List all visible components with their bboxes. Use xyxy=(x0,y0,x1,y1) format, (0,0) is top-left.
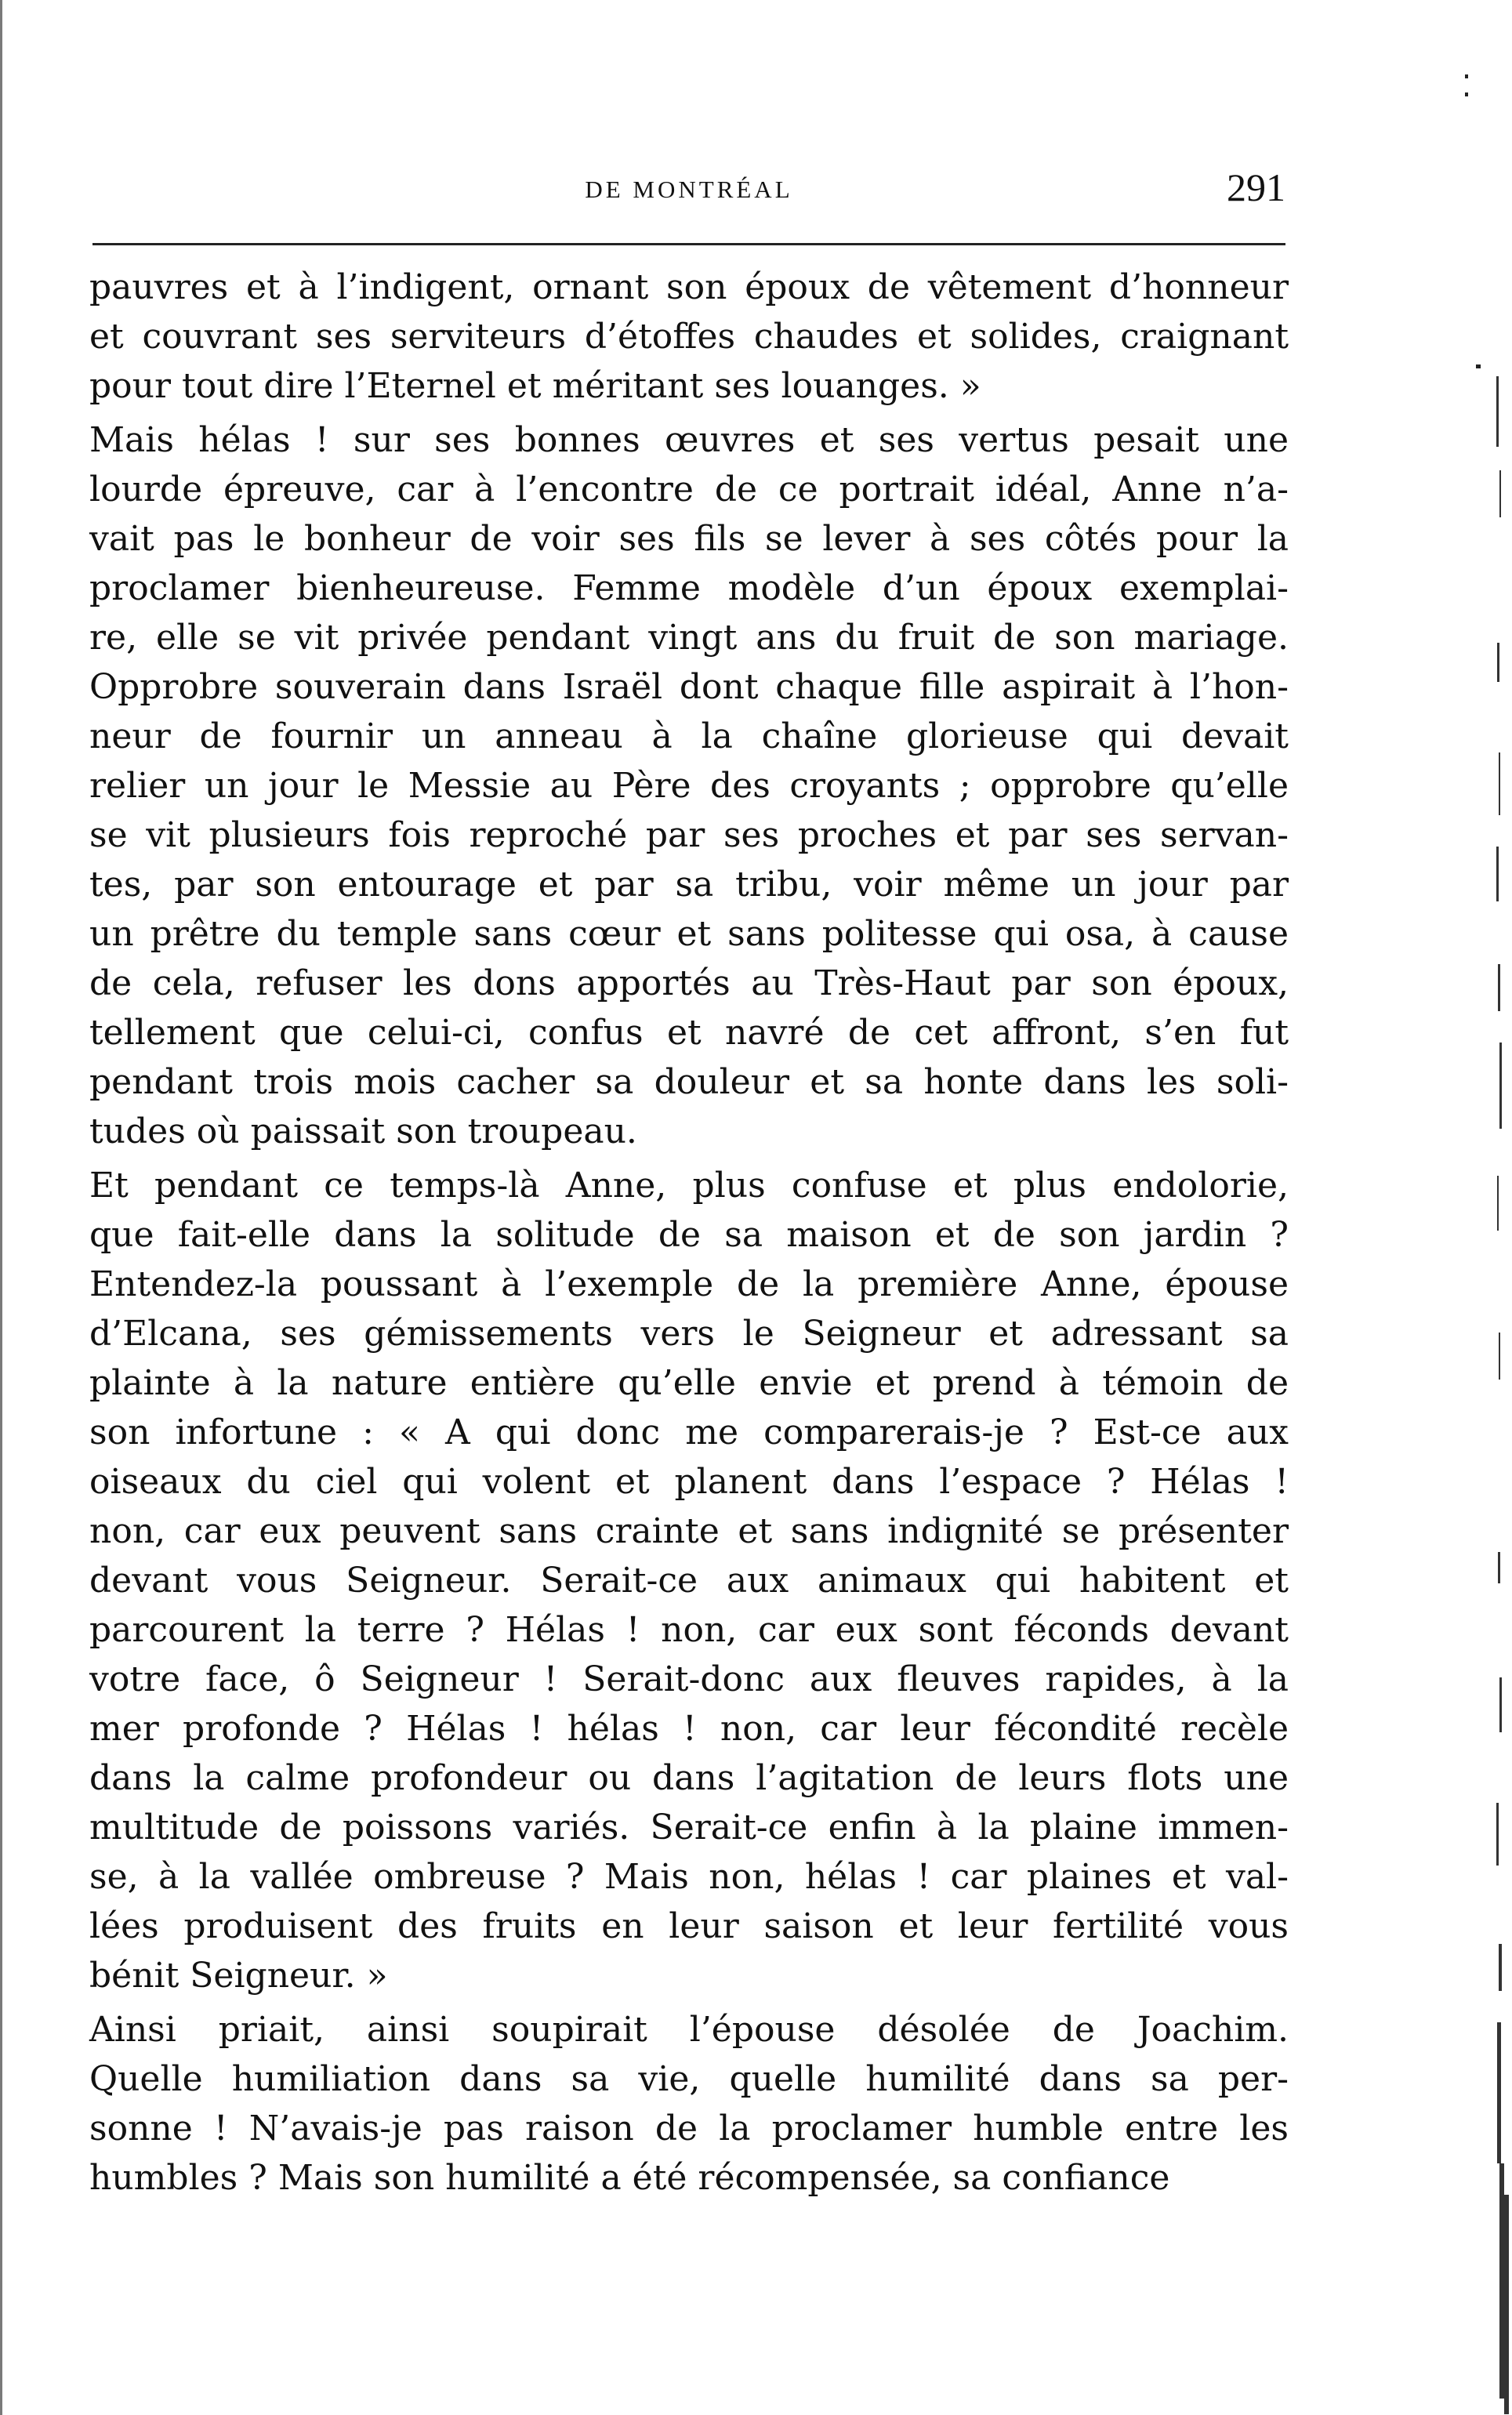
text-line: dans la calme profondeur ou dans l’agitation de leurs flots une xyxy=(89,1758,1289,1798)
paragraph xyxy=(89,2005,1289,2203)
right-edge-scan-marks xyxy=(1465,0,1512,2415)
text-line: humbles ? Mais son humilité a été récompensée, sa confiance xyxy=(89,2158,1170,2198)
text-line: oiseaux du ciel qui volent et planent dans l’espace ? Hélas ! xyxy=(89,1462,1289,1502)
text-line: re, elle se vit privée pendant vingt ans du fruit de son mariage. xyxy=(89,618,1289,658)
text-line: Ainsi priait, ainsi soupirait l’épouse désolée de Joachim. xyxy=(89,2010,1289,2050)
text-line: se, à la vallée ombreuse ? Mais non, hélas ! car plaines et val- xyxy=(89,1857,1289,1897)
text-line: lées produisent des fruits en leur saison et leur fertilité vous xyxy=(89,1906,1289,1946)
paragraph xyxy=(89,263,1289,411)
text-line: relier un jour le Messie au Père des croyants ; opprobre qu’elle xyxy=(89,766,1289,806)
text-line: pauvres et à l’indigent, ornant son époux de vêtement d’honneur xyxy=(89,267,1289,307)
page-number: 291 xyxy=(1227,165,1285,209)
text-line: tudes où paissait son troupeau. xyxy=(89,1111,637,1151)
text-line: votre face, ô Seigneur ! Serait-donc aux fleuves rapides, à la xyxy=(89,1659,1289,1699)
left-page-edge xyxy=(0,0,8,2415)
text-line: Et pendant ce temps-là Anne, plus confuse et plus endolorie, xyxy=(89,1166,1289,1206)
text-line: non, car eux peuvent sans crainte et sans indignité se présenter xyxy=(89,1511,1289,1551)
text-line: plainte à la nature entière qu’elle envie et prend à témoin de xyxy=(89,1363,1289,1403)
text-line: parcourent la terre ? Hélas ! non, car eux sont féconds devant xyxy=(89,1610,1289,1650)
text-line: d’Elcana, ses gémissements vers le Seigneur et adressant sa xyxy=(89,1314,1289,1354)
text-line: sonne ! N’avais-je pas raison de la proclamer humble entre les xyxy=(89,2109,1289,2148)
text-line: lourde épreuve, car à l’encontre de ce portrait idéal, Anne n’a- xyxy=(89,470,1289,509)
text-line: tellement que celui-ci, confus et navré de cet affront, s’en fut xyxy=(89,1013,1289,1053)
running-head xyxy=(92,165,1285,219)
text-line: neur de fournir un anneau à la chaîne glorieuse qui devait xyxy=(89,716,1289,756)
paragraph xyxy=(89,1161,1289,2000)
text-line: vait pas le bonheur de voir ses fils se lever à ses côtés pour la xyxy=(89,519,1289,559)
text-line: et couvrant ses serviteurs d’étoffes chaudes et solides, craignant xyxy=(89,317,1289,357)
body-text xyxy=(89,263,1289,2203)
running-title: DE MONTRÉAL xyxy=(585,176,793,203)
text-line: tes, par son entourage et par sa tribu, voir même un jour par xyxy=(89,865,1289,905)
text-line: se vit plusieurs fois reproché par ses proches et par ses servan- xyxy=(89,815,1289,855)
text-line: Mais hélas ! sur ses bonnes œuvres et ses vertus pesait une xyxy=(89,420,1289,460)
text-line: devant vous Seigneur. Serait-ce aux animaux qui habitent et xyxy=(89,1561,1289,1601)
text-line: proclamer bienheureuse. Femme modèle d’un époux exemplai- xyxy=(89,568,1289,608)
text-line: multitude de poissons variés. Serait-ce enfin à la plaine immen- xyxy=(89,1808,1289,1848)
header-rule xyxy=(92,243,1285,245)
text-line: bénit Seigneur. » xyxy=(89,1956,388,1996)
text-line: Entendez-la poussant à l’exemple de la première Anne, épouse xyxy=(89,1264,1289,1304)
paragraph xyxy=(89,415,1289,1156)
text-line: pour tout dire l’Eternel et méritant ses louanges. » xyxy=(89,366,981,406)
text-line: un prêtre du temple sans cœur et sans politesse qui osa, à cause xyxy=(89,914,1289,954)
text-line: Opprobre souverain dans Israël dont chaque fille aspirait à l’hon- xyxy=(89,667,1289,707)
text-line: que fait-elle dans la solitude de sa maison et de son jardin ? xyxy=(89,1215,1289,1255)
text-line: de cela, refuser les dons apportés au Très-Haut par son époux, xyxy=(89,963,1289,1003)
text-line: mer profonde ? Hélas ! hélas ! non, car leur fécondité recèle xyxy=(89,1709,1289,1749)
text-line: pendant trois mois cacher sa douleur et sa honte dans les soli- xyxy=(89,1062,1289,1102)
text-line: son infortune : « A qui donc me comparerais-je ? Est-ce aux xyxy=(89,1412,1289,1452)
text-line: Quelle humiliation dans sa vie, quelle humilité dans sa per- xyxy=(89,2059,1289,2099)
